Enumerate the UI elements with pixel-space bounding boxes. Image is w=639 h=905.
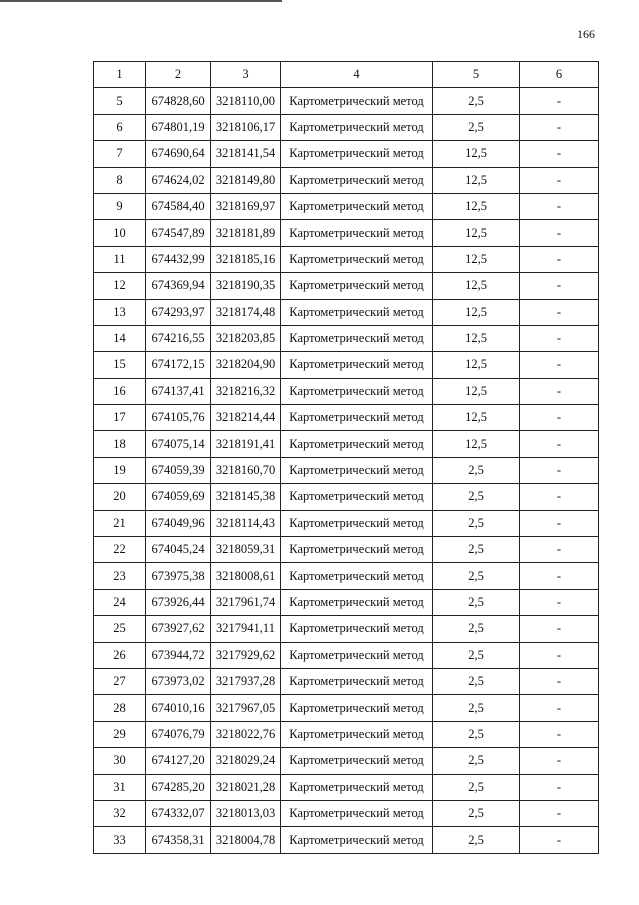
method-cell: Картометрический метод	[281, 484, 433, 510]
note-cell: -	[520, 510, 599, 536]
x-coordinate-cell: 674172,15	[146, 352, 211, 378]
table-row	[94, 378, 599, 404]
table-row	[94, 510, 599, 536]
x-coordinate-cell: 673926,44	[146, 589, 211, 615]
note-cell: -	[520, 88, 599, 114]
y-coordinate-cell: 3217937,28	[211, 668, 281, 694]
table-row	[94, 721, 599, 747]
x-coordinate-cell: 674105,76	[146, 405, 211, 431]
column-header-5: 5	[433, 62, 520, 88]
point-number-cell: 24	[94, 589, 146, 615]
table-row	[94, 589, 599, 615]
accuracy-cell: 12,5	[433, 246, 520, 272]
x-coordinate-cell: 673975,38	[146, 563, 211, 589]
point-number-cell: 9	[94, 193, 146, 219]
table-row	[94, 431, 599, 457]
note-cell: -	[520, 774, 599, 800]
accuracy-cell: 12,5	[433, 431, 520, 457]
y-coordinate-cell: 3218181,89	[211, 220, 281, 246]
accuracy-cell: 12,5	[433, 193, 520, 219]
point-number-cell: 23	[94, 563, 146, 589]
note-cell: -	[520, 457, 599, 483]
note-cell: -	[520, 193, 599, 219]
y-coordinate-cell: 3218141,54	[211, 141, 281, 167]
table-body	[94, 88, 599, 853]
accuracy-cell: 2,5	[433, 510, 520, 536]
table-row	[94, 352, 599, 378]
page-number: 166	[577, 27, 595, 41]
y-coordinate-cell: 3218216,32	[211, 378, 281, 404]
table-row	[94, 246, 599, 272]
y-coordinate-cell: 3218160,70	[211, 457, 281, 483]
column-header-2: 2	[146, 62, 211, 88]
accuracy-cell: 2,5	[433, 457, 520, 483]
note-cell: -	[520, 431, 599, 457]
x-coordinate-cell: 674547,89	[146, 220, 211, 246]
point-number-cell: 14	[94, 325, 146, 351]
point-number-cell: 11	[94, 246, 146, 272]
note-cell: -	[520, 827, 599, 853]
table-row	[94, 273, 599, 299]
note-cell: -	[520, 378, 599, 404]
x-coordinate-cell: 674828,60	[146, 88, 211, 114]
table-row	[94, 563, 599, 589]
point-number-cell: 29	[94, 721, 146, 747]
note-cell: -	[520, 299, 599, 325]
accuracy-cell: 2,5	[433, 616, 520, 642]
point-number-cell: 8	[94, 167, 146, 193]
table-row	[94, 616, 599, 642]
note-cell: -	[520, 642, 599, 668]
y-coordinate-cell: 3218110,00	[211, 88, 281, 114]
table-row	[94, 114, 599, 140]
coordinates-table	[93, 61, 599, 854]
table-row	[94, 167, 599, 193]
point-number-cell: 18	[94, 431, 146, 457]
point-number-cell: 12	[94, 273, 146, 299]
note-cell: -	[520, 325, 599, 351]
x-coordinate-cell: 674358,31	[146, 827, 211, 853]
accuracy-cell: 2,5	[433, 642, 520, 668]
table-row	[94, 405, 599, 431]
method-cell: Картометрический метод	[281, 299, 433, 325]
x-coordinate-cell: 674584,40	[146, 193, 211, 219]
note-cell: -	[520, 616, 599, 642]
y-coordinate-cell: 3217941,11	[211, 616, 281, 642]
x-coordinate-cell: 673927,62	[146, 616, 211, 642]
point-number-cell: 31	[94, 774, 146, 800]
x-coordinate-cell: 674010,16	[146, 695, 211, 721]
y-coordinate-cell: 3218114,43	[211, 510, 281, 536]
note-cell: -	[520, 141, 599, 167]
note-cell: -	[520, 668, 599, 694]
note-cell: -	[520, 537, 599, 563]
y-coordinate-cell: 3218008,61	[211, 563, 281, 589]
method-cell: Картометрический метод	[281, 695, 433, 721]
table-row	[94, 668, 599, 694]
method-cell: Картометрический метод	[281, 114, 433, 140]
x-coordinate-cell: 674432,99	[146, 246, 211, 272]
y-coordinate-cell: 3217961,74	[211, 589, 281, 615]
accuracy-cell: 12,5	[433, 325, 520, 351]
accuracy-cell: 2,5	[433, 827, 520, 853]
y-coordinate-cell: 3218190,35	[211, 273, 281, 299]
note-cell: -	[520, 114, 599, 140]
point-number-cell: 15	[94, 352, 146, 378]
point-number-cell: 27	[94, 668, 146, 694]
x-coordinate-cell: 674127,20	[146, 748, 211, 774]
table-row	[94, 193, 599, 219]
y-coordinate-cell: 3218191,41	[211, 431, 281, 457]
y-coordinate-cell: 3218059,31	[211, 537, 281, 563]
point-number-cell: 21	[94, 510, 146, 536]
accuracy-cell: 12,5	[433, 167, 520, 193]
y-coordinate-cell: 3217929,62	[211, 642, 281, 668]
method-cell: Картометрический метод	[281, 668, 433, 694]
point-number-cell: 22	[94, 537, 146, 563]
point-number-cell: 30	[94, 748, 146, 774]
y-coordinate-cell: 3218013,03	[211, 800, 281, 826]
accuracy-cell: 2,5	[433, 114, 520, 140]
table-row	[94, 220, 599, 246]
method-cell: Картометрический метод	[281, 141, 433, 167]
accuracy-cell: 12,5	[433, 352, 520, 378]
accuracy-cell: 2,5	[433, 88, 520, 114]
point-number-cell: 33	[94, 827, 146, 853]
method-cell: Картометрический метод	[281, 193, 433, 219]
method-cell: Картометрический метод	[281, 167, 433, 193]
table-row	[94, 800, 599, 826]
point-number-cell: 5	[94, 88, 146, 114]
accuracy-cell: 2,5	[433, 774, 520, 800]
x-coordinate-cell: 674049,96	[146, 510, 211, 536]
method-cell: Картометрический метод	[281, 616, 433, 642]
note-cell: -	[520, 695, 599, 721]
table-row	[94, 299, 599, 325]
method-cell: Картометрический метод	[281, 246, 433, 272]
accuracy-cell: 2,5	[433, 668, 520, 694]
method-cell: Картометрический метод	[281, 721, 433, 747]
point-number-cell: 7	[94, 141, 146, 167]
accuracy-cell: 12,5	[433, 273, 520, 299]
point-number-cell: 17	[94, 405, 146, 431]
table-row	[94, 774, 599, 800]
point-number-cell: 20	[94, 484, 146, 510]
point-number-cell: 16	[94, 378, 146, 404]
y-coordinate-cell: 3218004,78	[211, 827, 281, 853]
accuracy-cell: 2,5	[433, 537, 520, 563]
y-coordinate-cell: 3218022,76	[211, 721, 281, 747]
method-cell: Картометрический метод	[281, 589, 433, 615]
x-coordinate-cell: 674369,94	[146, 273, 211, 299]
method-cell: Картометрический метод	[281, 563, 433, 589]
accuracy-cell: 2,5	[433, 484, 520, 510]
method-cell: Картометрический метод	[281, 537, 433, 563]
method-cell: Картометрический метод	[281, 642, 433, 668]
method-cell: Картометрический метод	[281, 748, 433, 774]
table-row	[94, 88, 599, 114]
x-coordinate-cell: 674285,20	[146, 774, 211, 800]
x-coordinate-cell: 674801,19	[146, 114, 211, 140]
y-coordinate-cell: 3218149,80	[211, 167, 281, 193]
note-cell: -	[520, 484, 599, 510]
method-cell: Картометрический метод	[281, 325, 433, 351]
y-coordinate-cell: 3218174,48	[211, 299, 281, 325]
method-cell: Картометрический метод	[281, 827, 433, 853]
accuracy-cell: 12,5	[433, 299, 520, 325]
note-cell: -	[520, 246, 599, 272]
point-number-cell: 25	[94, 616, 146, 642]
accuracy-cell: 2,5	[433, 721, 520, 747]
table-row	[94, 642, 599, 668]
point-number-cell: 32	[94, 800, 146, 826]
accuracy-cell: 2,5	[433, 800, 520, 826]
point-number-cell: 26	[94, 642, 146, 668]
note-cell: -	[520, 721, 599, 747]
method-cell: Картометрический метод	[281, 378, 433, 404]
note-cell: -	[520, 273, 599, 299]
accuracy-cell: 12,5	[433, 220, 520, 246]
table-row	[94, 537, 599, 563]
method-cell: Картометрический метод	[281, 800, 433, 826]
y-coordinate-cell: 3218021,28	[211, 774, 281, 800]
table-row	[94, 325, 599, 351]
note-cell: -	[520, 167, 599, 193]
method-cell: Картометрический метод	[281, 220, 433, 246]
y-coordinate-cell: 3217967,05	[211, 695, 281, 721]
x-coordinate-cell: 674059,69	[146, 484, 211, 510]
accuracy-cell: 2,5	[433, 589, 520, 615]
y-coordinate-cell: 3218169,97	[211, 193, 281, 219]
table-row	[94, 748, 599, 774]
accuracy-cell: 12,5	[433, 141, 520, 167]
x-coordinate-cell: 674059,39	[146, 457, 211, 483]
accuracy-cell: 12,5	[433, 378, 520, 404]
y-coordinate-cell: 3218214,44	[211, 405, 281, 431]
x-coordinate-cell: 674137,41	[146, 378, 211, 404]
y-coordinate-cell: 3218203,85	[211, 325, 281, 351]
table-row	[94, 457, 599, 483]
x-coordinate-cell: 673944,72	[146, 642, 211, 668]
note-cell: -	[520, 405, 599, 431]
note-cell: -	[520, 589, 599, 615]
table-row	[94, 695, 599, 721]
note-cell: -	[520, 748, 599, 774]
x-coordinate-cell: 674624,02	[146, 167, 211, 193]
y-coordinate-cell: 3218185,16	[211, 246, 281, 272]
x-coordinate-cell: 674216,55	[146, 325, 211, 351]
column-header-4: 4	[281, 62, 433, 88]
x-coordinate-cell: 673973,02	[146, 668, 211, 694]
method-cell: Картометрический метод	[281, 774, 433, 800]
point-number-cell: 28	[94, 695, 146, 721]
method-cell: Картометрический метод	[281, 88, 433, 114]
table-row	[94, 484, 599, 510]
note-cell: -	[520, 352, 599, 378]
y-coordinate-cell: 3218145,38	[211, 484, 281, 510]
accuracy-cell: 2,5	[433, 695, 520, 721]
note-cell: -	[520, 563, 599, 589]
x-coordinate-cell: 674075,14	[146, 431, 211, 457]
x-coordinate-cell: 674690,64	[146, 141, 211, 167]
accuracy-cell: 2,5	[433, 563, 520, 589]
top-rule	[0, 0, 282, 2]
x-coordinate-cell: 674293,97	[146, 299, 211, 325]
table-header-row	[94, 62, 599, 88]
point-number-cell: 6	[94, 114, 146, 140]
method-cell: Картометрический метод	[281, 457, 433, 483]
note-cell: -	[520, 220, 599, 246]
accuracy-cell: 12,5	[433, 405, 520, 431]
y-coordinate-cell: 3218204,90	[211, 352, 281, 378]
method-cell: Картометрический метод	[281, 405, 433, 431]
method-cell: Картометрический метод	[281, 431, 433, 457]
y-coordinate-cell: 3218029,24	[211, 748, 281, 774]
method-cell: Картометрический метод	[281, 273, 433, 299]
column-header-1: 1	[94, 62, 146, 88]
x-coordinate-cell: 674332,07	[146, 800, 211, 826]
point-number-cell: 19	[94, 457, 146, 483]
method-cell: Картометрический метод	[281, 352, 433, 378]
point-number-cell: 13	[94, 299, 146, 325]
column-header-3: 3	[211, 62, 281, 88]
column-header-6: 6	[520, 62, 599, 88]
x-coordinate-cell: 674076,79	[146, 721, 211, 747]
note-cell: -	[520, 800, 599, 826]
table-row	[94, 141, 599, 167]
x-coordinate-cell: 674045,24	[146, 537, 211, 563]
point-number-cell: 10	[94, 220, 146, 246]
table-row	[94, 827, 599, 853]
accuracy-cell: 2,5	[433, 748, 520, 774]
method-cell: Картометрический метод	[281, 510, 433, 536]
y-coordinate-cell: 3218106,17	[211, 114, 281, 140]
